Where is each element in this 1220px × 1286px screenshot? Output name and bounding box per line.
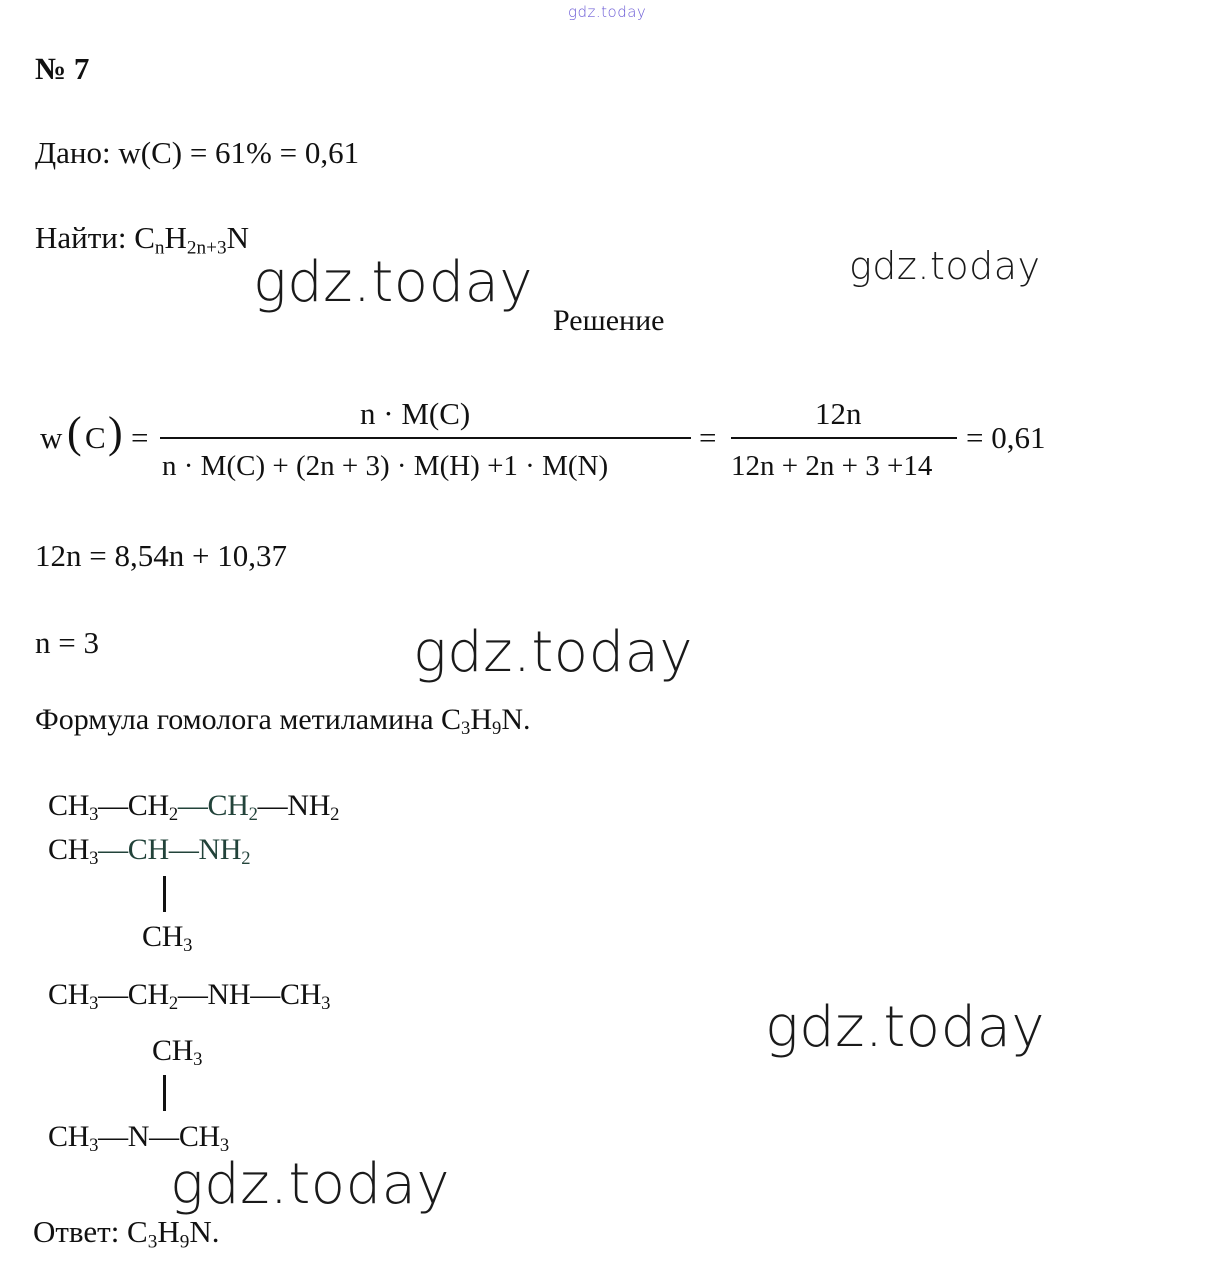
solution-heading: Решение	[553, 304, 665, 337]
isomer4-left-sub: 3	[89, 1135, 99, 1157]
isomer2-branch-ch: CH	[142, 920, 184, 953]
isomer2-sub2: 2	[241, 848, 251, 870]
formula-equals-1: =	[131, 420, 149, 455]
homolog-h-sub: 9	[492, 718, 502, 740]
isomer-trimethylamine	[48, 1120, 229, 1157]
isomer3-mid2: —NH—CH	[177, 978, 322, 1011]
isomer2-mid: —CH—NH	[98, 833, 242, 866]
isomer2-branch-sub: 3	[183, 935, 193, 957]
answer-prefix: Ответ: C	[33, 1214, 148, 1249]
find-line	[35, 220, 249, 259]
watermark-5: gdz.today	[170, 1152, 451, 1217]
formula-lhs-close-paren: )	[108, 408, 123, 457]
isomer2-sub1: 3	[89, 848, 99, 870]
formula-lhs-open-paren: (	[67, 408, 82, 457]
watermark-1: gdz.today	[253, 250, 534, 315]
isomer2-branch	[142, 920, 193, 957]
homolog-text: Формула гомолога метиламина C	[35, 703, 462, 736]
isomer1-end: —NH	[257, 789, 331, 822]
find-sub-n: n	[154, 237, 165, 259]
isomer1-sub2: 2	[168, 804, 178, 826]
isomer4-left-ch: CH	[48, 1120, 90, 1153]
homolog-c-sub: 3	[461, 718, 471, 740]
homolog-suffix: N.	[501, 703, 531, 736]
isomer4-top-sub: 3	[193, 1049, 203, 1071]
find-prefix: Найти: C	[35, 220, 155, 255]
n-value-line: n = 3	[35, 625, 99, 660]
equation-line: 12n = 8,54n + 10,37	[35, 538, 287, 573]
answer-h: H	[157, 1214, 180, 1249]
formula-denominator-2: 12n + 2n + 3 +14	[731, 450, 933, 482]
isomer1-mid2: —CH	[177, 789, 249, 822]
answer-line	[33, 1214, 220, 1253]
isomer1-mid1: —CH	[98, 789, 169, 822]
isomer3-sub1: 3	[89, 993, 99, 1015]
homolog-h: H	[470, 703, 493, 736]
watermark-3: gdz.today	[413, 620, 694, 685]
answer-c-sub: 3	[147, 1231, 158, 1253]
isomer4-mid: —N—CH	[98, 1120, 220, 1153]
isomer-isopropylamine	[48, 833, 251, 870]
isomer1-sub4: 2	[330, 804, 340, 826]
homolog-line	[35, 703, 531, 740]
watermark-2: gdz.today	[849, 244, 1041, 288]
formula-denominator-1: n · M(C) + (2n + 3) · M(H) +1 · M(N)	[162, 450, 609, 482]
isomer4-top-ch: CH	[152, 1034, 194, 1067]
isomer2-ch3: CH	[48, 833, 90, 866]
find-sub-h: 2n+3	[186, 237, 227, 259]
isomer3-mid: —CH	[98, 978, 169, 1011]
formula-lhs-c: C	[85, 420, 106, 455]
formula-lhs-w: w	[40, 420, 63, 455]
fraction-line-1	[160, 437, 691, 439]
isomer3-sub3: 3	[321, 993, 331, 1015]
given-line: Дано: w(C) = 61% = 0,61	[35, 135, 360, 170]
answer-h-sub: 9	[179, 1231, 190, 1253]
isomer1-sub3: 2	[248, 804, 258, 826]
isomer3-sub2: 2	[168, 993, 178, 1015]
isomer4-right-sub: 3	[219, 1135, 229, 1157]
find-suffix: N	[226, 220, 249, 255]
isomer1-ch3: CH	[48, 789, 90, 822]
problem-number: № 7	[35, 51, 90, 86]
fraction-line-2	[731, 437, 957, 439]
find-h: H	[164, 220, 187, 255]
isomer3-ch3: CH	[48, 978, 90, 1011]
isomer4-top-methyl	[152, 1034, 203, 1071]
isomer-propylamine	[48, 789, 340, 826]
formula-numerator-2: 12n	[815, 396, 862, 431]
watermark-top: gdz.today	[568, 3, 647, 21]
answer-suffix: N.	[189, 1214, 220, 1249]
formula-equals-2: =	[699, 420, 717, 455]
isomer4-vertical-bond	[163, 1075, 166, 1111]
isomer2-vertical-bond	[163, 876, 166, 912]
isomer-methylethylamine	[48, 978, 331, 1015]
formula-result: = 0,61	[966, 420, 1046, 455]
isomer1-sub1: 3	[89, 804, 99, 826]
formula-numerator-1: n · M(C)	[360, 396, 471, 431]
watermark-4: gdz.today	[765, 995, 1046, 1060]
